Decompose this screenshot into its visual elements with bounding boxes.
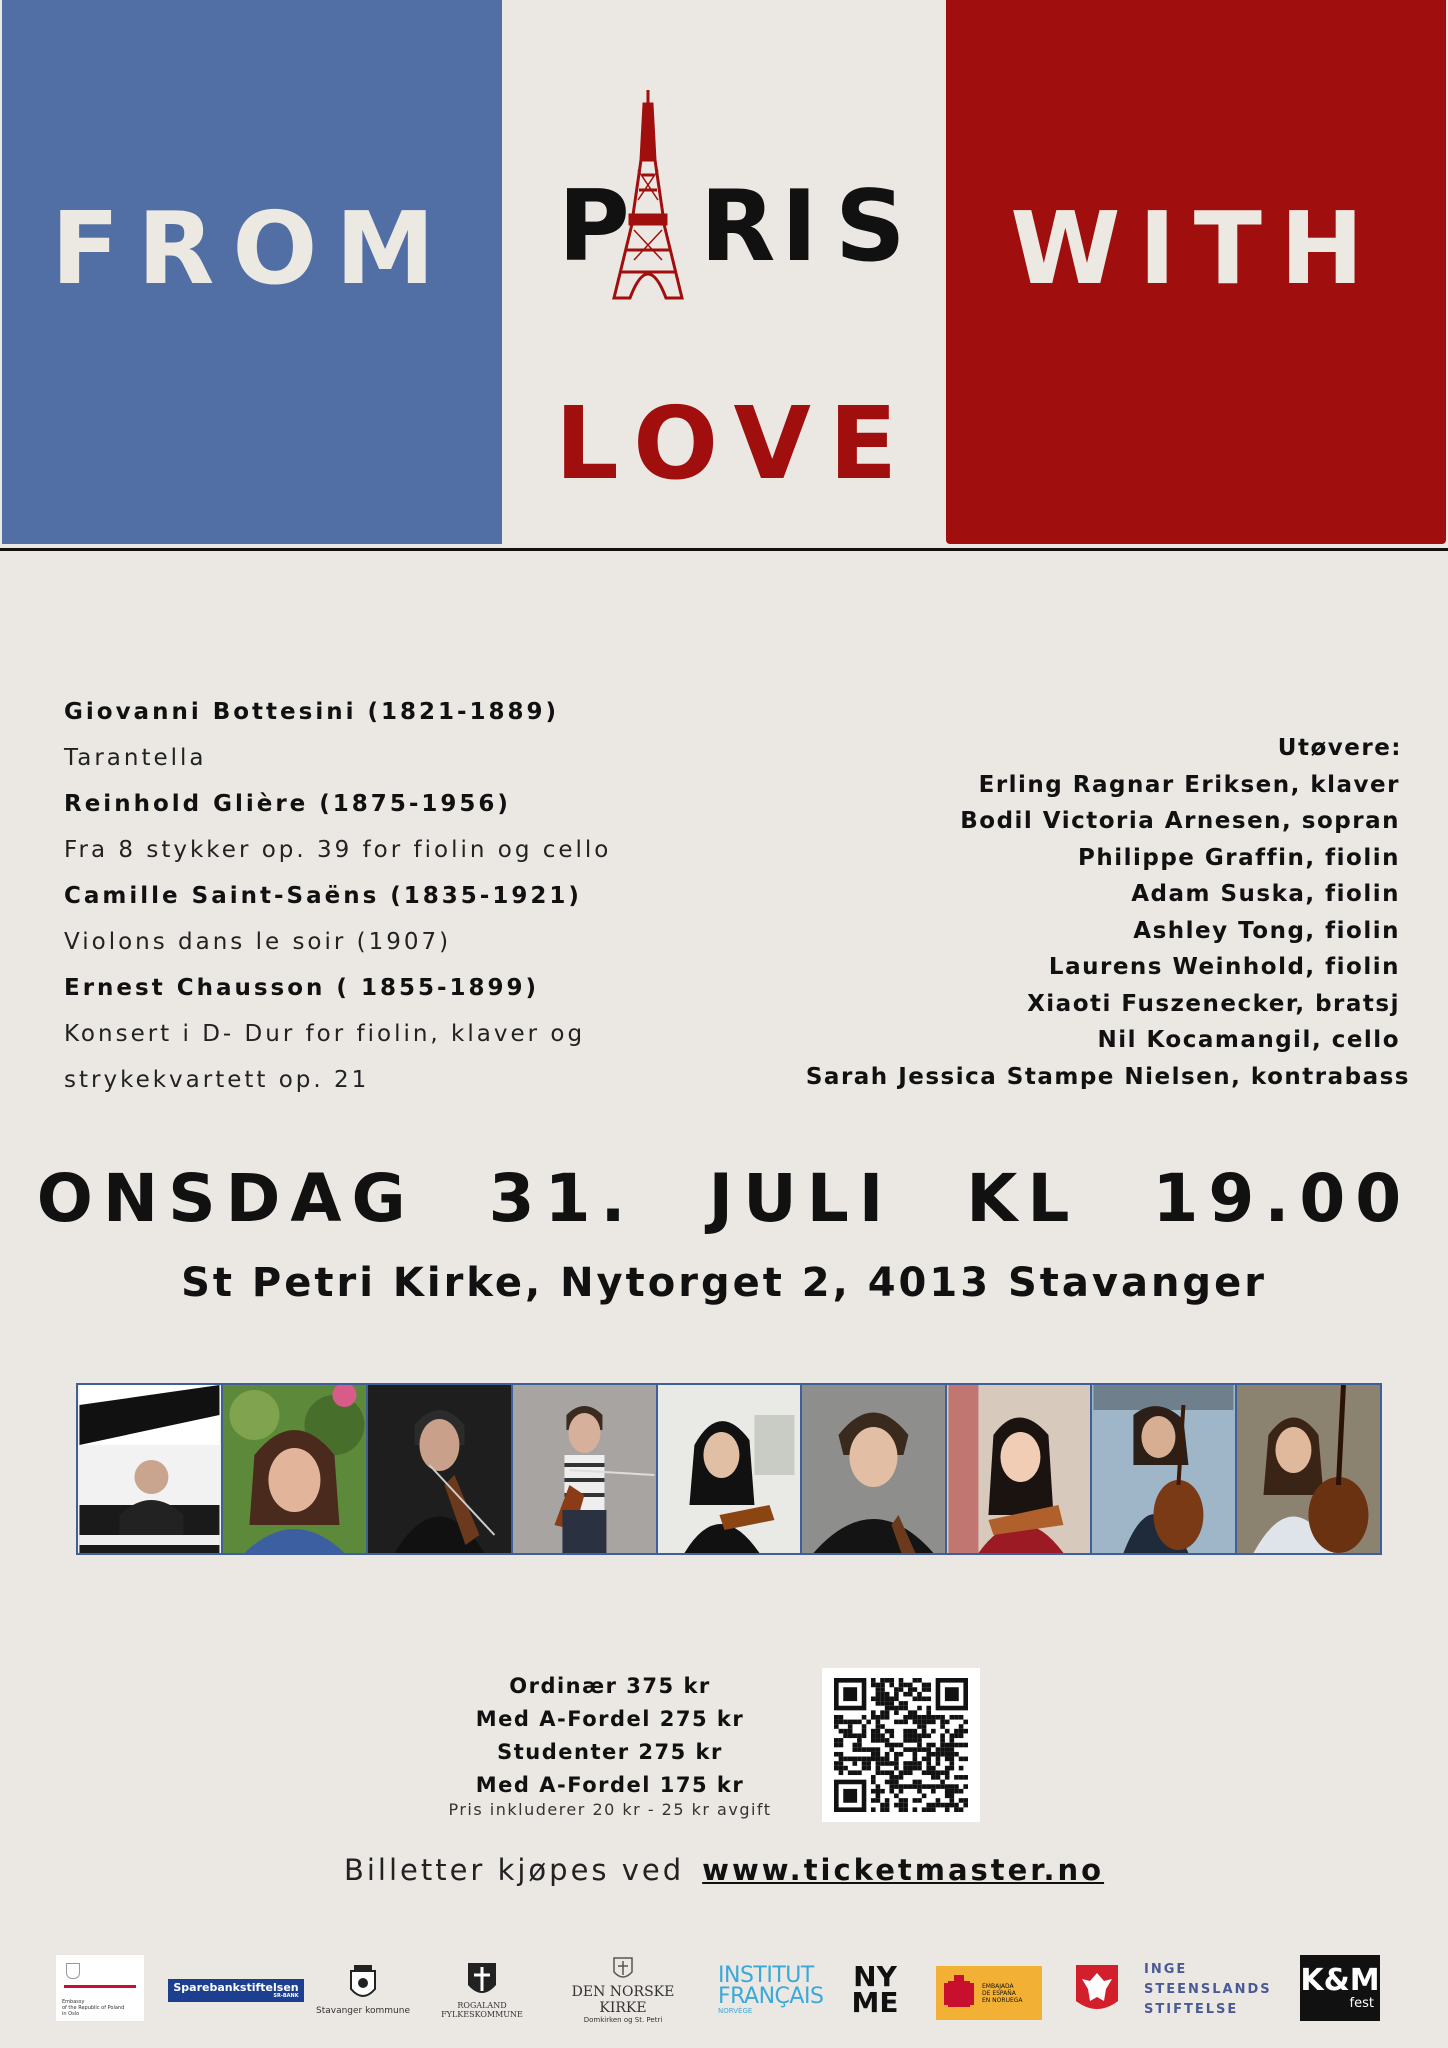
embassy-text-1: Embassy bbox=[62, 1999, 85, 2005]
inge-text-3: STIFTELSE bbox=[1144, 2002, 1239, 2017]
photo-bassist bbox=[1237, 1385, 1380, 1553]
logo-polish-embassy bbox=[56, 1955, 144, 2021]
rogaland-crest-icon bbox=[466, 1961, 498, 2001]
nyme-top: NY bbox=[853, 1960, 897, 1993]
work-gliere: Fra 8 stykker op. 39 for fiolin og cello bbox=[64, 837, 612, 863]
composer-gliere: Reinhold Glière (1875-1956) bbox=[64, 791, 511, 817]
logo-km-fest bbox=[1300, 1955, 1380, 2021]
price-afordel-2: Med A-Fordel 175 kr bbox=[475, 1773, 745, 1797]
rogaland-text-1: ROGALAND bbox=[457, 2001, 507, 2010]
performer-item: Sarah Jessica Stampe Nielsen, kontrabass bbox=[805, 1063, 1410, 1090]
photo-violinist-4 bbox=[802, 1385, 947, 1553]
performer-item: Philippe Graffin, fiolin bbox=[1077, 844, 1400, 871]
km-text: K&M bbox=[1300, 1963, 1380, 1998]
stavanger-text: Stavanger kommune bbox=[316, 2006, 410, 2016]
kirke-sub: Domkirken og St. Petri bbox=[583, 2016, 663, 2024]
logo-embajada-espana bbox=[936, 1966, 1042, 2020]
paris-letter-i: I bbox=[781, 170, 818, 284]
logo-nyme bbox=[842, 1955, 908, 2025]
performer-item: Xiaoti Fuszenecker, bratsj bbox=[1027, 990, 1400, 1017]
sparebank-sub: SR-BANK bbox=[273, 1992, 299, 1999]
photo-cellist bbox=[1092, 1385, 1237, 1553]
embajada-text-3: EN NORUEGA bbox=[982, 1996, 1023, 2004]
ticket-info bbox=[0, 1853, 1448, 1887]
inge-text-1: INGE bbox=[1144, 1962, 1188, 1977]
work-tarantella: Tarantella bbox=[64, 745, 207, 771]
logo-inge-steenslands-stiftelse bbox=[1144, 1955, 1284, 2025]
logo-den-norske-kirke bbox=[548, 1955, 698, 2025]
event-date: ONSDAG 31. JULI KL 19.00 bbox=[36, 1160, 1412, 1237]
price-note: Pris inkluderer 20 kr - 25 kr avgift bbox=[448, 1800, 772, 1819]
work-saint-saens: Violons dans le soir (1907) bbox=[64, 929, 452, 955]
qr-code-icon bbox=[834, 1678, 968, 1812]
polish-eagle-icon bbox=[1074, 1963, 1120, 2017]
logo-institut-francais bbox=[718, 1955, 826, 2025]
inge-text-2: STEENSLANDS bbox=[1144, 1982, 1272, 1997]
ticketmaster-link[interactable]: www.ticketmaster.no bbox=[702, 1853, 1105, 1887]
performer-item: Bodil Victoria Arnesen, sopran bbox=[960, 808, 1400, 834]
church-crest-icon bbox=[612, 1956, 634, 1982]
nyme-bottom: ME bbox=[851, 1986, 899, 2019]
performer-item: Ashley Tong, fiolin bbox=[1133, 917, 1400, 944]
photo-pianist bbox=[78, 1385, 223, 1553]
work-chausson-line2: strykekvartett op. 21 bbox=[64, 1067, 370, 1093]
spain-crest-icon bbox=[942, 1973, 976, 2013]
kirke-text: DEN NORSKE KIRKE bbox=[571, 1984, 675, 2016]
logo-sparebankstiftelsen bbox=[175, 1955, 297, 2025]
stavanger-crest-icon bbox=[348, 1963, 378, 2005]
performers-list bbox=[805, 730, 1410, 1095]
embajada-text-1: EMBAJADA bbox=[982, 1982, 1014, 1990]
rogaland-text-2: FYLKESKOMMUNE bbox=[441, 2010, 523, 2019]
title-word-from: FROM bbox=[51, 190, 453, 307]
performer-photo-strip bbox=[76, 1383, 1382, 1555]
eiffel-tower-icon bbox=[608, 90, 688, 300]
logo-rogaland-fylkeskommune bbox=[432, 1955, 532, 2025]
photo-violinist-3 bbox=[658, 1385, 803, 1553]
embassy-red-line bbox=[64, 1985, 136, 1988]
embajada-text-2: DE ESPAÑA bbox=[982, 1989, 1016, 1997]
ticket-qr-code[interactable] bbox=[822, 1668, 980, 1822]
paris-letter-s: S bbox=[835, 170, 906, 284]
price-ordinary: Ordinær 375 kr bbox=[509, 1674, 711, 1698]
price-students: Studenter 275 kr bbox=[497, 1740, 723, 1764]
ticket-text: Billetter kjøpes ved bbox=[343, 1853, 685, 1887]
photo-violist bbox=[947, 1385, 1092, 1553]
price-afordel-1: Med A-Fordel 275 kr bbox=[475, 1707, 745, 1731]
title-word-love: LOVE bbox=[555, 385, 916, 502]
photo-violinist-1 bbox=[368, 1385, 513, 1553]
performer-item: Nil Kocamangil, cello bbox=[1097, 1027, 1400, 1053]
paris-letter-r: R bbox=[700, 170, 776, 284]
logo-poland-eagle bbox=[1072, 1955, 1122, 2025]
sparebank-name: Sparebankstiftelsen bbox=[173, 1980, 299, 1994]
composer-bottesini: Giovanni Bottesini (1821-1889) bbox=[64, 699, 560, 725]
performer-item: Erling Ragnar Eriksen, klaver bbox=[978, 771, 1400, 798]
performers-heading: Utøvere: bbox=[1277, 735, 1402, 761]
logo-stavanger-kommune bbox=[307, 1955, 419, 2025]
title-word-with: WITH bbox=[1010, 190, 1382, 307]
performer-item: Laurens Weinhold, fiolin bbox=[1048, 954, 1400, 980]
paris-letter-p: P bbox=[558, 170, 630, 284]
work-chausson-line1: Konsert i D- Dur for fiolin, klaver og bbox=[64, 1021, 586, 1047]
performer-item: Adam Suska, fiolin bbox=[1131, 881, 1400, 907]
norvege-text: NORVÈGE bbox=[718, 2006, 753, 2015]
francais-text: FRANÇAIS bbox=[718, 1983, 824, 2009]
composer-chausson: Ernest Chausson ( 1855-1899) bbox=[64, 975, 540, 1001]
embassy-text-3: in Oslo bbox=[62, 2011, 80, 2017]
eagle-icon bbox=[66, 1963, 80, 1979]
composer-saint-saens: Camille Saint-Saëns (1835-1921) bbox=[64, 883, 582, 909]
event-venue: St Petri Kirke, Nytorget 2, 4013 Stavanger bbox=[181, 1260, 1267, 1306]
photo-violinist-2 bbox=[513, 1385, 658, 1553]
institut-text: INSTITUT bbox=[718, 1962, 814, 1988]
program-list bbox=[64, 689, 611, 1103]
km-fest-text: fest bbox=[1349, 1996, 1374, 2011]
price-list bbox=[430, 1670, 790, 1802]
photo-soprano bbox=[223, 1385, 368, 1553]
embassy-text-2: of the Republic of Poland bbox=[62, 2005, 125, 2011]
